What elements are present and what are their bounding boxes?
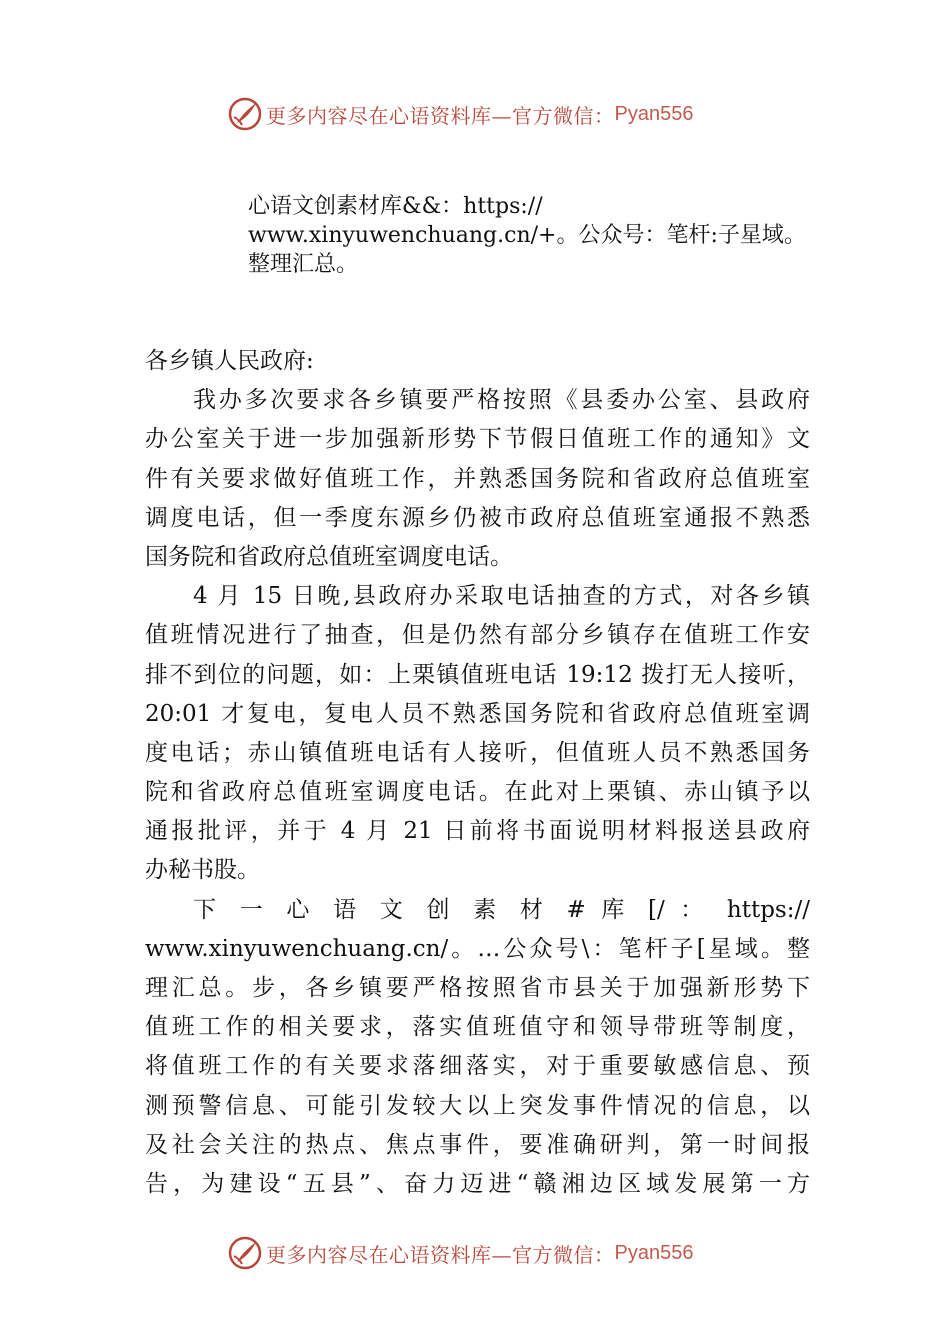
- paragraph-line: www.xinyuwenchuang.cn/。…公众号\：笔杆子[星域。整: [145, 935, 810, 962]
- paragraph-line: 值班工作的相关要求，落实值班值守和领导带班等制度，: [145, 1014, 810, 1041]
- quill-logo-icon: [228, 97, 262, 131]
- paragraph-line: 国务院和省政府总值班室调度电话。: [145, 543, 513, 570]
- document-body: [145, 342, 810, 1204]
- paragraph-line: 通报批评，并于 4 月 21 日前将书面说明材料报送县政府: [145, 818, 810, 845]
- source-line: 整理汇总。: [248, 252, 359, 277]
- banner-wechat-id: Pyan556: [614, 1241, 694, 1264]
- paragraph-line: 4 月 15 日晚,县政府办采取电话抽查的方式，对各乡镇: [193, 583, 810, 610]
- source-note: [248, 192, 848, 279]
- paragraph-line: 将值班工作的有关要求落细落实，对于重要敏感信息、预: [145, 1053, 810, 1080]
- paragraph-line: 及社会关注的热点、焦点事件，要准确研判，第一时间报: [145, 1131, 810, 1158]
- banner-wechat-id: Pyan556: [614, 102, 694, 125]
- paragraph-line: 度电话；赤山镇值班电话有人接听，但值班人员不熟悉国务: [145, 739, 810, 766]
- paragraph-line: 理汇总。步，各乡镇要严格按照省市县关于加强新形势下: [145, 975, 810, 1001]
- source-line: www.xinyuwenchuang.cn/+。公众号：笔杆:子星域。: [248, 223, 806, 248]
- header-banner: [228, 97, 693, 131]
- footer-banner: [228, 1236, 693, 1270]
- paragraph-line: 告，为建设“五县”、奋力迈进“赣湘边区域发展第一方: [145, 1170, 810, 1197]
- salutation: 各乡镇人民政府:: [145, 348, 314, 374]
- banner-text: 更多内容尽在心语资料库—官方微信：: [266, 1242, 615, 1267]
- paragraph-line: 下 一 心 语 文 创 素 材 # 库 [/ ： https://: [193, 896, 810, 923]
- paragraph-line: 办公室关于进一步加强新形势下节假日值班工作的通知》文: [145, 426, 810, 453]
- paragraph-line: 值班情况进行了抽查，但是仍然有部分乡镇存在值班工作安: [145, 622, 810, 649]
- source-line: 心语文创素材库&&：https://: [248, 194, 543, 219]
- paragraph-line: 调度电话，但一季度东源乡仍被市政府总值班室通报不熟悉: [145, 504, 810, 531]
- paragraph-line: 我办多次要求各乡镇要严格按照《县委办公室、县政府: [193, 387, 810, 414]
- paragraph-line: 测预警信息、可能引发较大以上突发事件情况的信息，以: [145, 1092, 810, 1119]
- banner-text: 更多内容尽在心语资料库—官方微信：: [266, 103, 615, 128]
- paragraph-line: 办秘书股。: [145, 857, 260, 884]
- quill-logo-icon: [228, 1236, 262, 1270]
- paragraph-line: 院和省政府总值班室调度电话。在此对上栗镇、赤山镇予以: [145, 779, 810, 806]
- paragraph-line: 20:01 才复电，复电人员不熟悉国务院和省政府总值班室调: [145, 700, 810, 727]
- paragraph-line: 排不到位的问题，如：上栗镇值班电话 19:12 拨打无人接听，: [145, 661, 810, 688]
- paragraph-line: 件有关要求做好值班工作，并熟悉国务院和省政府总值班室: [145, 465, 810, 492]
